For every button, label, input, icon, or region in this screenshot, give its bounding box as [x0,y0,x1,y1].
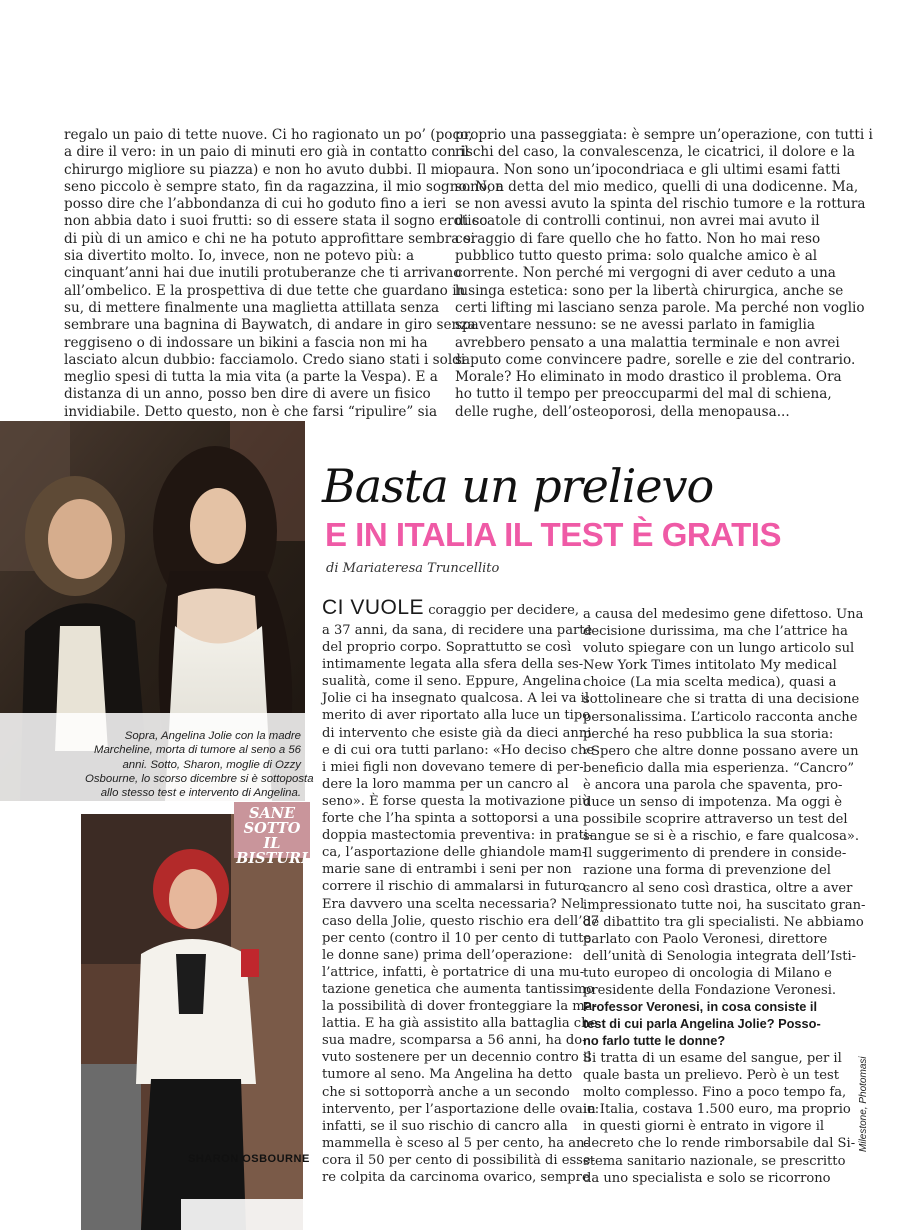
text-line: sottolineare che si tratta di una decisione [583,692,860,708]
caption-line: anni. Sotto, Sharon, moglie di Ozzy [122,758,301,771]
text-line: reggiseno o di indossare un bikini a fascia non mi ha [64,334,428,351]
text-line: paura. Non sono un’ipocondriaca e gli ultimi esami fatti [455,161,841,178]
question-line: no farlo tutte le donne? [583,1033,726,1049]
text-line: correre il rischio di ammalarsi in futuro. [322,879,590,895]
text-line: personalissima. L’articolo racconta anche [583,709,858,725]
text-line: de dibattito tra gli specialisti. Ne abbiamo [583,914,864,930]
text-line: rischi del caso, la convalescenza, le cicatrici, il dolore e la [455,144,856,161]
text-line: New York Times intitolato My medical [583,658,837,674]
text-line: di intervento che esiste già da dieci anni [322,725,592,741]
question-line: Professor Veronesi, in cosa consiste il [583,999,817,1014]
body-right-column-b [583,1050,855,1187]
text-line: duce un senso di impotenza. Ma oggi è [583,795,842,811]
text-line: all’ombelico. E la prospettiva di due tette che guardano in [64,282,466,299]
text-line: sualità, come il seno. Eppure, Angelina [322,674,582,690]
text-line: caso della Jolie, questo rischio era dell’87 [322,913,600,929]
text-line: pubblico tutto questo prima: solo qualche amico è al [455,248,818,265]
text-line: intimamente legata alla sfera della ses- [322,657,584,673]
text-line: è ancora una parola che spaventa, pro- [583,777,843,793]
text-line: regalo un paio di tette nuove. Ci ho ragionato un po’ (poco, [64,127,473,143]
text-line: in Italia, costava 1.500 euro, ma proprio [583,1102,851,1118]
text-line: meglio spesi di tutta la mia vita (a parte la Vespa). E a [64,369,438,386]
caption-line: allo stesso test e intervento di Angelina. [100,787,301,800]
text-line: Si tratta di un esame del sangue, per il [583,1051,842,1066]
text-line: impressionato tutte noi, ha suscitato gran- [583,897,866,913]
text-line: Era davvero una scelta necessaria? Nel [322,896,585,912]
text-line: presidente della Fondazione Veronesi. [583,983,837,999]
text-line: di più di un amico e chi ne ha potuto approfittare sembra si [64,230,475,247]
text-line: seno». È forse questa la motivazione più [322,793,591,809]
text-line: sembrare una bagnina di Baywatch, di andare in giro senza [64,317,476,334]
text-line: coraggio di fare quello che ho fatto. Non ho mai reso [455,230,821,247]
article-title: Basta un prelievo [322,459,714,513]
text-line: merito di aver riportato alla luce un tipo [322,708,591,724]
text-line: razione una forma di prevenzione del [583,863,831,879]
text-line: Morale? Ho eliminato in modo drastico il problema. Ora [455,369,842,386]
text-line: che si sottoporrà anche a un secondo [322,1084,570,1100]
badge-line: SOTTO IL [243,820,301,852]
text-line: certi lifting mi lasciano senza parole. Ma perché non voglio [455,299,865,316]
text-line: le donne sane) prima dell’operazione: [322,947,573,963]
text-line: se non avessi avuto la spinta del rischio tumore e la rottura [455,196,866,213]
text-line: tumore al seno. Ma Angelina ha detto [322,1067,573,1083]
photo-sharon-osbourne [81,814,303,1230]
text-line: cancro al seno così drastica, oltre a aver [583,880,853,896]
text-line: quale basta un prelievo. Però è un test [583,1068,839,1084]
text-line: lusinga estetica: sono per la libertà chirurgica, anche se [455,282,844,299]
top-left-column [64,127,504,421]
text-line: la possibilità di dover fronteggiare la ma- [322,999,597,1015]
text-line: decreto che lo rende rimborsabile dal Si- [583,1136,856,1152]
text-line: sangue se si è a rischio, e fare qualcosa». [583,829,860,845]
text-line: corrente. Non perché mi vergogni di aver ceduto a una [455,265,836,282]
text-line: da uno specialista e solo se ricorrono [583,1170,831,1186]
body-left-first-line [322,596,579,620]
text-line: cinquant’anni hai due inutili protuberanze che ti arrivano [64,265,462,282]
lead-word: CI VUOLE [322,596,425,619]
text-line: Jolie ci ha insegnato qualcosa. A lei va il [322,691,590,707]
interview-question [583,998,821,1049]
text-line: proprio una passeggiata: è sempre un’operazione, con tutti i [455,127,873,143]
text-line: in questi giorni è entrato in vigore il [583,1119,825,1135]
text-line: perché ha reso pubblica la sua storia: [583,726,834,742]
text-line: decisione durissima, ma che l’attrice ha [583,624,848,640]
body-right-column-a [583,606,865,999]
badge-text [234,806,310,866]
text-line: del proprio corpo. Soprattutto se così [322,640,572,656]
text-line: seno piccolo è sempre stato, fin da ragazzina, il mio sogno. Non [64,178,504,195]
text-line: su, di mettere finalmente una maglietta attillata senza [64,299,440,316]
text-line: sia divertito molto. Io, invece, non ne potevo più: a [64,248,415,265]
text-line: re colpita da carcinoma ovarico, sempre [322,1170,590,1185]
text-line: avrebbero pensato a una malattia terminale e non avrei [455,334,840,351]
photo-caption [85,729,314,800]
text-line: spaventare nessuno: se ne avessi parlato in famiglia [455,317,815,334]
text-line: sono, a detta del mio medico, quelli di una dodicenne. Ma, [455,178,859,195]
text-line: i miei figli non dovevano temere di per- [322,759,584,775]
text-line: ho tutto il tempo per preoccuparmi del mal di schiena, [455,386,832,403]
article-subtitle: E IN ITALIA IL TEST È GRATIS [325,516,781,553]
text-line: distanza di un anno, posso ben dire di avere un fisico [64,386,431,403]
text-line: tuto europeo di oncologia di Milano e [583,965,832,981]
text-line: mammella è sceso al 5 per cento, ha an- [322,1135,589,1151]
text-line: doppia mastectomia preventiva: in prati- [322,828,593,844]
text-line: tazione genetica che aumenta tantissimo [322,981,595,997]
text-line: forte che l’ha spinta a sottoporsi a una [322,811,579,827]
text-line: chirurgo migliore su piazza) e non ho avuto dubbi. Il mio [64,161,457,178]
text-line: delle rughe, dell’osteoporosi, della menopausa... [455,403,790,420]
text-line: dell’unità di Senologia integrata dell’Isti- [583,948,857,964]
text-line: infatti, se il suo rischio di cancro alla [322,1118,568,1134]
first-line-rest: coraggio per decidere, [424,603,579,618]
caption-line: Sopra, Angelina Jolie con la madre [124,730,301,742]
text-line: saputo come convincere padre, sorelle e zie del contrario. [455,351,856,368]
caption-line: Marcheline, morta di tumore al seno a 56 [93,744,301,757]
text-line: di scatole di controlli continui, non avrei mai avuto il [455,213,820,230]
text-line: a causa del medesimo gene difettoso. Una [583,607,864,622]
text-line: per cento (contro il 10 per cento di tutte [322,930,592,946]
text-line: posso dire che l’abbondanza di cui ho goduto fino a ieri [64,196,447,213]
text-line: possibile scoprire attraverso un test del [583,812,848,828]
text-line: ca, l’asportazione delle ghiandole mam- [322,845,587,861]
photo-sharon-illustration [81,814,303,1230]
text-line: non abbia dato i suoi frutti: so di essere stata il sogno erotico [64,213,488,230]
text-line: «Spero che altre donne possano avere un [583,743,859,759]
photo-credit: Milestone, Photomasi [858,1056,869,1152]
text-line: intervento, per l’asportazione delle ovaie: [322,1101,600,1117]
text-line: a dire il vero: in un paio di minuti ero già in contatto con il [64,144,469,161]
article-byline: di Mariateresa Truncellito [326,561,500,576]
text-line: marie sane di entrambi i seni per non [322,862,572,878]
text-line: vuto sostenere per un decennio contro il [322,1050,592,1066]
text-line: sua madre, scomparsa a 56 anni, ha do- [322,1033,587,1049]
body-left-column [322,622,599,1186]
text-line: voluto spiegare con un lungo articolo sul [583,641,855,657]
text-line: stema sanitario nazionale, se prescritto [583,1153,846,1169]
text-line: lasciato alcun dubbio: facciamolo. Credo siano stati i soldi [64,351,466,368]
text-line: e di cui ora tutti parlano: «Ho deciso che [322,742,595,758]
caption-line: Osbourne, lo scorso dicembre si è sottoposta [85,772,314,785]
text-line: invidiabile. Detto questo, non è che farsi “ripulire” sia [64,403,438,420]
text-line: Il suggerimento di prendere in conside- [583,846,847,862]
photo-label-sharon: SHARON OSBOURNE [188,1153,310,1165]
badge-line: BISTURI [236,850,308,867]
question-line: test di cui parla Angelina Jolie? Posso- [583,1016,821,1032]
text-line: a 37 anni, da sana, di recidere una parte [322,623,593,638]
text-line: l’attrice, infatti, è portatrice di una mu- [322,964,585,980]
top-right-column [455,127,873,421]
text-line: choice (La mia scelta medica), quasi a [583,675,837,691]
text-line: dere la loro mamma per un cancro al [322,776,569,792]
text-line: molto complesso. Fino a poco tempo fa, [583,1085,847,1101]
text-line: beneficio dalla mia esperienza. “Cancro” [583,760,855,776]
text-line: lattia. E ha già assistito alla battaglia che [322,1016,598,1032]
text-line: parlato con Paolo Veronesi, direttore [583,931,828,947]
badge-sane-sotto-il-bisturi [234,802,310,867]
badge-line: SANE [248,805,296,822]
text-line: cora il 50 per cento di possibilità di esse- [322,1152,596,1168]
